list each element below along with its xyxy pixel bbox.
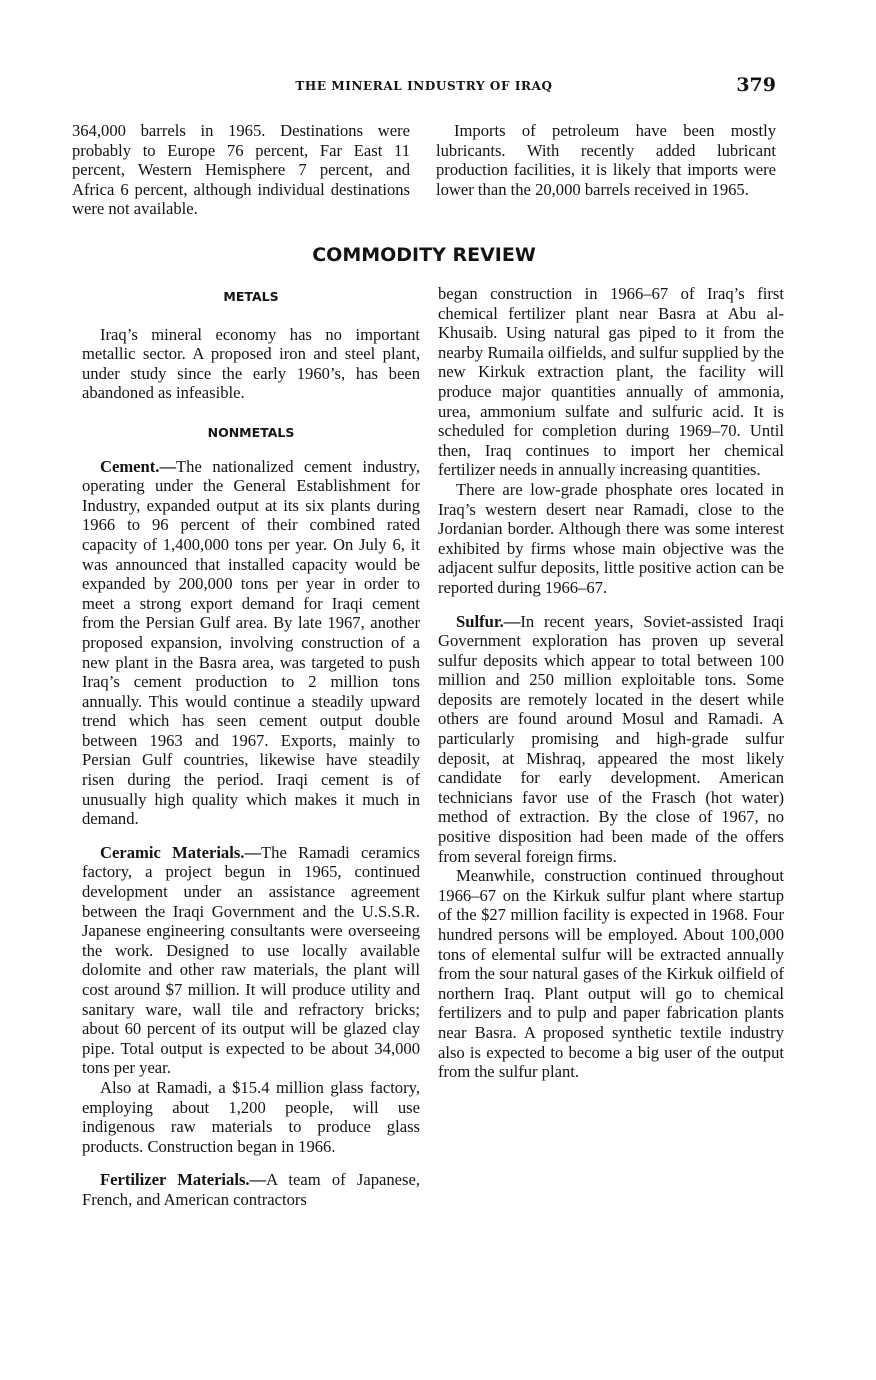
main-right-column — [438, 284, 784, 1082]
main-left-column — [82, 287, 420, 1210]
running-title: THE MINERAL INDUSTRY OF IRAQ — [295, 79, 553, 93]
cement-text: The nationalized cement industry, operating under the General Establishment for Industry, expanded output at its six plants during 1966 to 96 percent of their combined rated capacity of 1,400,000 tons per year. On July 6, it was announced that installed capacity would be expanded by 200,000 tons per year in order to meet a strong export demand for Iraqi cement from the Persian Gulf area. By late 1967, another proposed expansion, involving construction of a new plant in the Basra area, was targeted to push Iraq’s cement production to 2 million tons annually. This would continue a steadily upward trend which has seen cement output double between 1963 and 1967. Exports, mainly to Persian Gulf countries, likewise have steadily risen during the period. Iraqi cement is of unusually high quality which makes it much in demand. — [82, 456, 420, 829]
intro-left-paragraph: 364,000 barrels in 1965. Destinations were probably to Europe 76 percent, Far East 11 percent, Western Hemisphere 7 percent, and Africa 6 percent, although individual destinations were not available. — [72, 121, 410, 219]
intro-right-column — [436, 121, 776, 199]
fertilizer-text: A team of Japanese, French, and American contractors — [82, 1170, 420, 1209]
ceramic-paragraph — [82, 843, 420, 1078]
sulfur-paragraph — [438, 612, 784, 867]
nonmetals-heading: NONMETALS — [207, 424, 295, 440]
running-head — [72, 74, 776, 98]
ceramic-text: The Ramadi ceramics factory, a project begun in 1965, continued development under an assistance agreement between the Iraqi Government and the U.S.S.R. Japanese engineering consultants were overseeing the work. Designed to use locally available dolomite and other raw materials, the plant will cost around $7 million. It will produce utility and sanitary ware, wall tile and refractory bricks; about 60 percent of its output will be glazed clay pipe. Total output is expected to be about 34,000 tons per year. — [82, 842, 421, 1078]
fertilizer-lead: Fertilizer Materials.— — [100, 1170, 267, 1190]
intro-right-paragraph: Imports of petroleum have been mostly lubricants. With recently added lubricant production facilities, it is likely that imports were lower than the 20,000 barrels received in 1965. — [436, 121, 776, 199]
cement-lead: Cement.— — [100, 456, 177, 476]
page-number: 379 — [736, 74, 776, 96]
phosphate-paragraph: There are low-grade phosphate ores located in Iraq’s western desert near Ramadi, close to the Jordanian border. Although there was some interest exhibited by firms whose main objective was the adjacent sulfur deposits, little positive action can be reported during 1966–67. — [438, 479, 784, 597]
kirkuk-paragraph: Meanwhile, construction continued throughout 1966–67 on the Kirkuk sulfur plant where startup of the $27 million facility is expected in 1968. Four hundred persons will be employed. About 100,000 tons of elemental sulfur will be extracted annually from the sour natural gases of the Kirkuk oilfield of northern Iraq. Plant output will go to chemical fertilizers and to pulp and paper fabrication plants near Basra. A proposed synthetic textile industry also is expected to become a big user of the output from the sulfur plant. — [438, 866, 784, 1082]
fertilizer-paragraph — [82, 1170, 420, 1209]
fertilizer-continuation: began construction in 1966–67 of Iraq’s first chemical fertilizer plant near Basra at Abu al-Khusaib. Using natural gas piped to it from the nearby Rumaila oilfields, and sulfur supplied by the new Kirkuk extraction plant, the facility will produce major quantities annually of ammonia, urea, ammonium sulfate and sulfuric acid. It is scheduled for completion during 1969–70. Until then, Iraq continues to import her chemical fertilizer needs in annually increasing quantities. — [438, 284, 784, 480]
cement-paragraph — [82, 457, 420, 829]
metals-heading: METALS — [223, 289, 279, 304]
sulfur-text: In recent years, Soviet-assisted Iraqi Government exploration has proven up several sulfur deposits which appear to total between 100 million and 250 million exploitable tons. Some deposits are remotely located in the desert while others are found around Mosul and Ramadi. A particularly promising and high-grade sulfur deposit, at Mishraq, appeared the most likely candidate for early development. American technicians favor use of the Frasch (hot water) method of extraction. By the close of 1967, no positive disposition had been made of the offers from several foreign firms. — [438, 611, 784, 866]
sulfur-lead: Sulfur.— — [456, 611, 521, 631]
intro-left-column — [72, 121, 410, 219]
ceramic-lead: Ceramic Materials.— — [100, 842, 262, 862]
section-title: COMMODITY REVIEW — [312, 244, 536, 266]
glass-paragraph: Also at Ramadi, a $15.4 million glass factory, employing about 1,200 people, will use indigenous raw materials to produce glass products. Construction began in 1966. — [82, 1077, 420, 1156]
metals-paragraph: Iraq’s mineral economy has no important metallic sector. A proposed iron and steel plant, under study since the early 1960’s, has been abandoned as infeasible. — [82, 324, 420, 403]
